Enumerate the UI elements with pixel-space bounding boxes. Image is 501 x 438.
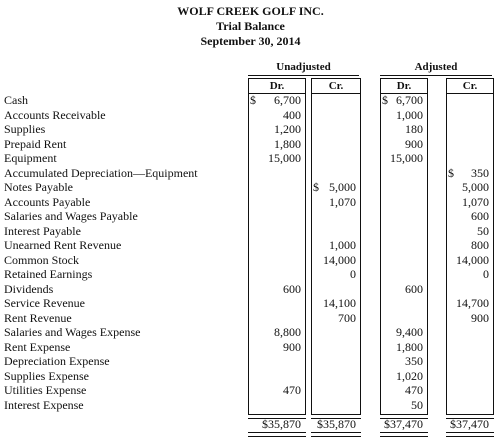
unadjusted-dr-cell <box>248 267 304 282</box>
unadjusted-cr-cell <box>311 108 359 123</box>
amount: 15,000 <box>268 151 301 165</box>
adjusted-dr-cell <box>380 108 426 123</box>
unadjusted-dr-total: $35,870 <box>262 417 301 431</box>
account-name: Utilities Expense <box>4 383 87 397</box>
report-title: Trial Balance <box>216 19 285 33</box>
table-row <box>0 253 501 268</box>
unadjusted-cr-cell <box>311 209 359 224</box>
company-name: WOLF CREEK GOLF INC. <box>177 4 324 18</box>
adjusted-dr-cell <box>380 354 426 369</box>
unadjusted-dr-cell <box>248 224 304 239</box>
amount: 1,800 <box>274 136 301 151</box>
account-name: Depreciation Expense <box>4 354 110 368</box>
account-name: Interest Expense <box>4 397 84 412</box>
adjusted-dr-header: Dr. <box>380 78 428 94</box>
unadjusted-cr-cell <box>311 340 359 355</box>
table-row <box>0 282 501 297</box>
adjusted-dr-double-underline <box>380 432 428 437</box>
amount: 600 <box>471 209 489 223</box>
unadjusted-dr-cell <box>248 195 304 210</box>
unadjusted-dr-cell <box>248 108 304 123</box>
unadjusted-cr-cell <box>311 224 359 239</box>
adjusted-cr-total: $37,470 <box>450 417 489 431</box>
unadjusted-dr-cell <box>248 296 304 311</box>
adjusted-cr-cell <box>446 224 492 239</box>
account-name: Rent Expense <box>4 339 71 354</box>
unadjusted-dr-cell <box>248 354 304 369</box>
adjusted-cr-double-underline <box>446 432 494 437</box>
unadjusted-dr-cell <box>248 122 304 137</box>
adjusted-dr-cell <box>380 369 426 384</box>
adjusted-group-header: Adjusted <box>380 61 492 76</box>
adjusted-cr-cell <box>446 151 492 166</box>
adjusted-dr-cell <box>380 180 426 195</box>
adjusted-cr-cell <box>446 93 492 108</box>
unadjusted-dr-cell <box>248 369 304 384</box>
account-name: Interest Payable <box>4 223 81 238</box>
unadjusted-cr-cell <box>311 195 359 210</box>
amount: 6,700 <box>274 93 301 107</box>
unadjusted-cr-cell <box>311 180 359 195</box>
amount: 50 <box>411 397 423 412</box>
amount: 470 <box>405 383 423 397</box>
table-row <box>0 296 501 311</box>
adjusted-dr-cell <box>380 311 426 326</box>
amount: 1,000 <box>329 238 356 252</box>
unadjusted-cr-cell <box>311 238 359 253</box>
account-name: Unearned Rent Revenue <box>4 238 122 252</box>
currency-symbol: $ <box>448 165 454 180</box>
adjusted-cr-cell <box>446 195 492 210</box>
adjusted-dr-cell <box>380 137 426 152</box>
unadjusted-cr-cell <box>311 354 359 369</box>
table-row <box>0 93 501 108</box>
table-row <box>0 180 501 195</box>
amount: 700 <box>338 310 356 325</box>
adjusted-cr-cell <box>446 282 492 297</box>
adjusted-dr-cell <box>380 93 426 108</box>
adjusted-dr-cell <box>380 296 426 311</box>
adjusted-cr-cell <box>446 369 492 384</box>
unadjusted-cr-cell <box>311 166 359 181</box>
adjusted-dr-cell <box>380 195 426 210</box>
account-name: Accumulated Depreciation—Equipment <box>4 165 198 180</box>
account-name: Notes Payable <box>4 180 73 194</box>
adjusted-cr-cell <box>446 253 492 268</box>
adjusted-dr-cell <box>380 151 426 166</box>
unadjusted-dr-cell <box>248 325 304 340</box>
adjusted-cr-cell <box>446 238 492 253</box>
amount: 1,000 <box>396 107 423 122</box>
table-row <box>0 166 501 181</box>
table-row <box>0 224 501 239</box>
unadjusted-dr-cell <box>248 180 304 195</box>
amount: 180 <box>405 122 423 136</box>
table-row <box>0 354 501 369</box>
amount: 1,070 <box>329 194 356 209</box>
currency-symbol: $ <box>250 93 256 107</box>
adjusted-cr-cell <box>446 354 492 369</box>
amount: 50 <box>477 223 489 238</box>
table-row <box>0 151 501 166</box>
adjusted-cr-cell <box>446 296 492 311</box>
table-row <box>0 122 501 137</box>
account-name: Supplies Expense <box>4 368 89 383</box>
unadjusted-dr-cell <box>248 398 304 413</box>
unadjusted-dr-cell <box>248 253 304 268</box>
table-row <box>0 340 501 355</box>
table-row <box>0 108 501 123</box>
unadjusted-dr-cell <box>248 238 304 253</box>
unadjusted-cr-cell <box>311 267 359 282</box>
unadjusted-cr-cell <box>311 253 359 268</box>
table-row <box>0 137 501 152</box>
amount: 1,070 <box>462 194 489 209</box>
adjusted-dr-cell <box>380 224 426 239</box>
unadjusted-dr-cell <box>248 383 304 398</box>
unadjusted-dr-cell <box>248 209 304 224</box>
account-name: Equipment <box>4 151 57 165</box>
adjusted-cr-cell <box>446 383 492 398</box>
amount: 5,000 <box>462 180 489 194</box>
amount: 350 <box>471 165 489 180</box>
amount: 600 <box>405 281 423 296</box>
table-row <box>0 209 501 224</box>
table-row <box>0 383 501 398</box>
unadjusted-cr-cell <box>311 137 359 152</box>
adjusted-dr-cell <box>380 398 426 413</box>
unadjusted-cr-cell <box>311 398 359 413</box>
unadjusted-dr-cell <box>248 166 304 181</box>
unadjusted-group-header: Unadjusted <box>248 61 359 76</box>
amount: 350 <box>405 354 423 368</box>
account-name: Salaries and Wages Expense <box>4 325 141 339</box>
adjusted-dr-cell <box>380 238 426 253</box>
amount: 8,800 <box>274 325 301 339</box>
unadjusted-dr-cell <box>248 151 304 166</box>
adjusted-dr-cell <box>380 166 426 181</box>
currency-symbol: $ <box>313 180 319 194</box>
table-row <box>0 238 501 253</box>
account-name: Rent Revenue <box>4 310 72 325</box>
table-row <box>0 398 501 413</box>
adjusted-dr-cell <box>380 267 426 282</box>
table-row <box>0 195 501 210</box>
account-name: Service Revenue <box>4 296 85 310</box>
amount: 600 <box>283 281 301 296</box>
amount: 0 <box>483 267 489 281</box>
currency-symbol: $ <box>382 93 388 107</box>
adjusted-dr-cell <box>380 253 426 268</box>
unadjusted-cr-header: Cr. <box>311 78 361 94</box>
amount: 14,100 <box>323 296 356 310</box>
adjusted-cr-cell <box>446 166 492 181</box>
adjusted-cr-cell <box>446 180 492 195</box>
amount: 9,400 <box>396 325 423 339</box>
adjusted-cr-cell <box>446 122 492 137</box>
adjusted-cr-cell <box>446 267 492 282</box>
amount: 14,000 <box>323 252 356 267</box>
adjusted-dr-cell <box>380 340 426 355</box>
account-name: Accounts Receivable <box>4 107 106 122</box>
amount: 14,700 <box>456 296 489 310</box>
amount: 470 <box>283 383 301 397</box>
unadjusted-cr-cell <box>311 93 359 108</box>
adjusted-dr-total: $37,470 <box>384 417 423 431</box>
adjusted-cr-cell <box>446 137 492 152</box>
amount: 6,700 <box>396 93 423 107</box>
account-name: Accounts Payable <box>4 194 91 209</box>
amount: 15,000 <box>390 151 423 165</box>
adjusted-cr-cell <box>446 398 492 413</box>
amount: 400 <box>283 107 301 122</box>
adjusted-cr-header: Cr. <box>446 78 494 94</box>
unadjusted-dr-cell <box>248 311 304 326</box>
amount: 900 <box>471 310 489 325</box>
adjusted-cr-cell <box>446 209 492 224</box>
account-name: Retained Earnings <box>4 267 93 281</box>
trial-balance-rows <box>0 93 501 412</box>
adjusted-dr-cell <box>380 209 426 224</box>
account-name: Prepaid Rent <box>4 136 67 151</box>
unadjusted-cr-cell <box>311 383 359 398</box>
table-row <box>0 267 501 282</box>
adjusted-cr-cell <box>446 340 492 355</box>
account-name: Cash <box>4 93 28 107</box>
account-name: Common Stock <box>4 252 80 267</box>
unadjusted-cr-cell <box>311 282 359 297</box>
amount: 1,800 <box>396 339 423 354</box>
unadjusted-cr-cell <box>311 122 359 137</box>
unadjusted-cr-total: $35,870 <box>317 417 356 431</box>
adjusted-dr-cell <box>380 282 426 297</box>
amount: 1,020 <box>396 368 423 383</box>
amount: 900 <box>405 136 423 151</box>
amount: 1,200 <box>274 122 301 136</box>
unadjusted-cr-cell <box>311 369 359 384</box>
adjusted-dr-cell <box>380 325 426 340</box>
account-name: Supplies <box>4 122 46 136</box>
unadjusted-cr-cell <box>311 311 359 326</box>
amount: 900 <box>283 339 301 354</box>
amount: 5,000 <box>329 180 356 194</box>
adjusted-cr-cell <box>446 108 492 123</box>
account-name: Salaries and Wages Payable <box>4 209 138 223</box>
unadjusted-dr-cell <box>248 340 304 355</box>
adjusted-dr-cell <box>380 122 426 137</box>
amount: 0 <box>350 267 356 281</box>
unadjusted-cr-cell <box>311 296 359 311</box>
unadjusted-dr-header: Dr. <box>248 78 306 94</box>
unadjusted-dr-cell <box>248 137 304 152</box>
table-row <box>0 369 501 384</box>
table-row <box>0 311 501 326</box>
unadjusted-cr-double-underline <box>311 432 361 437</box>
unadjusted-dr-cell <box>248 282 304 297</box>
unadjusted-dr-double-underline <box>248 432 306 437</box>
amount: 14,000 <box>456 252 489 267</box>
amount: 800 <box>471 238 489 252</box>
unadjusted-cr-cell <box>311 325 359 340</box>
unadjusted-cr-cell <box>311 151 359 166</box>
report-date: September 30, 2014 <box>200 34 301 48</box>
unadjusted-dr-cell <box>248 93 304 108</box>
account-name: Dividends <box>4 281 54 296</box>
adjusted-cr-cell <box>446 311 492 326</box>
table-row <box>0 325 501 340</box>
adjusted-dr-cell <box>380 383 426 398</box>
adjusted-cr-cell <box>446 325 492 340</box>
